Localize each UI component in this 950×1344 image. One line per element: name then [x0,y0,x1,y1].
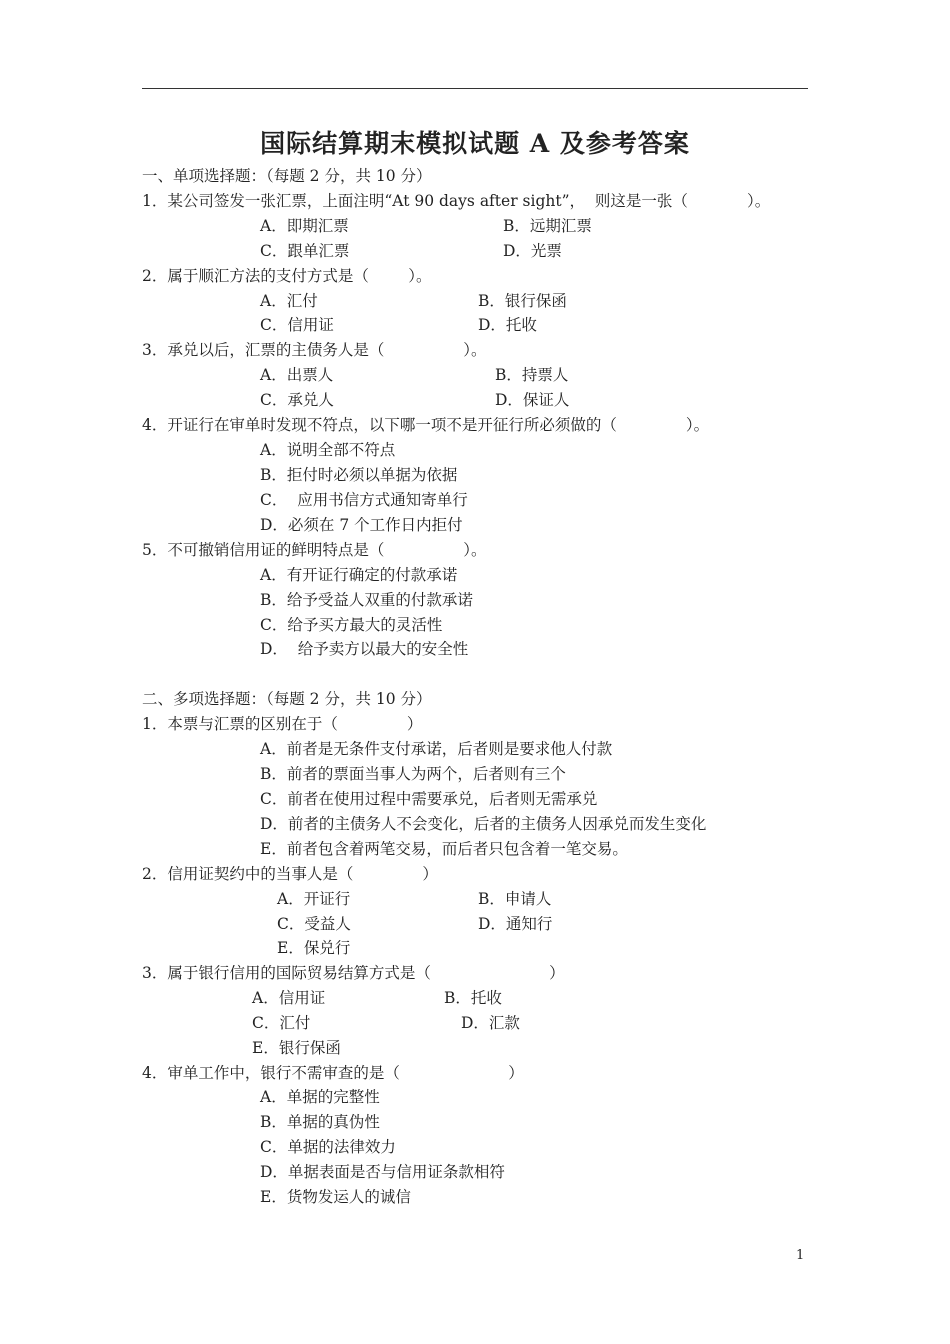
s1-q1-stem: 1．某公司签发一张汇票，上面注明“At 90 days after sight”， 则这是一张（ ）。 [142,192,771,210]
s2-q3-option-d: D．汇款 [461,1014,520,1032]
s1-q1-option-b: B．远期汇票 [503,217,592,235]
s1-q3-option-c: C．承兑人 [260,391,334,409]
section-1-header: 一、单项选择题：（每题 2 分，共 10 分） [142,167,432,185]
s1-q5-option-b: B．给予受益人双重的付款承诺 [260,591,473,609]
s1-q2-stem: 2．属于顺汇方法的支付方式是（ ）。 [142,267,432,285]
s2-q2-option-d: D．通知行 [478,915,553,933]
s2-q2-option-c: C．受益人 [277,915,351,933]
s2-q3-option-e: E．银行保函 [252,1039,341,1057]
s2-q3-option-a: A．信用证 [252,989,326,1007]
s2-q3-option-c: C．汇付 [252,1014,311,1032]
s1-q3-stem: 3．承兑以后，汇票的主债务人是（ ）。 [142,341,487,359]
s1-q4-option-c: C． 应用书信方式通知寄单行 [260,491,468,509]
s1-q1-option-a: A．即期汇票 [260,217,349,235]
s1-q4-option-d: D．必须在 7 个工作日内拒付 [260,516,463,534]
s2-q1-option-c: C．前者在使用过程中需要承兑，后者则无需承兑 [260,790,598,808]
s1-q3-option-b: B．持票人 [495,366,569,384]
s1-q2-option-c: C．信用证 [260,316,334,334]
s1-q2-option-b: B．银行保函 [478,292,567,310]
s1-q2-option-a: A．汇付 [260,292,318,310]
s1-q3-option-a: A．出票人 [260,366,334,384]
s2-q4-option-b: B．单据的真伪性 [260,1113,380,1131]
s2-q1-option-e: E．前者包含着两笔交易，而后者只包含着一笔交易。 [260,840,628,858]
page-number: 1 [796,1248,805,1263]
s1-q5-option-c: C．给予买方最大的灵活性 [260,616,443,634]
s2-q3-option-b: B．托收 [444,989,502,1007]
s1-q3-option-d: D．保证人 [495,391,570,409]
s2-q4-option-c: C．单据的法律效力 [260,1138,396,1156]
s1-q1-option-c: C．跟单汇票 [260,242,350,260]
s2-q1-option-d: D．前者的主债务人不会变化，后者的主债务人因承兑而发生变化 [260,815,707,833]
s2-q4-stem: 4．审单工作中，银行不需审查的是（ ） [142,1064,524,1082]
s2-q2-option-e: E．保兑行 [277,939,351,957]
s1-q1-option-d: D．光票 [503,242,562,260]
document-title: 国际结算期末模拟试题 A 及参考答案 [260,129,690,158]
s1-q4-option-b: B．拒付时必须以单据为依据 [260,466,458,484]
s2-q1-stem: 1．本票与汇票的区别在于（ ） [142,715,423,733]
s1-q5-stem: 5．不可撤销信用证的鲜明特点是（ ）。 [142,541,487,559]
s2-q4-option-a: A．单据的完整性 [260,1088,380,1106]
header-rule [142,88,808,89]
s2-q3-stem: 3．属于银行信用的国际贸易结算方式是（ ） [142,964,565,982]
s2-q4-option-d: D．单据表面是否与信用证条款相符 [260,1163,505,1181]
s1-q4-stem: 4．开证行在审单时发现不符点，以下哪一项不是开征行所必须做的（ ）。 [142,416,710,434]
s1-q5-option-a: A．有开证行确定的付款承诺 [260,566,458,584]
s2-q2-stem: 2．信用证契约中的当事人是（ ） [142,865,438,883]
s1-q4-option-a: A．说明全部不符点 [260,441,396,459]
s1-q5-option-d: D． 给予卖方以最大的安全性 [260,640,469,658]
s2-q4-option-e: E．货物发运人的诚信 [260,1188,411,1206]
s2-q2-option-a: A．开证行 [277,890,351,908]
s2-q1-option-b: B．前者的票面当事人为两个，后者则有三个 [260,765,566,783]
s2-q1-option-a: A．前者是无条件支付承诺，后者则是要求他人付款 [260,740,613,758]
s1-q2-option-d: D．托收 [478,316,537,334]
section-2-header: 二、多项选择题：（每题 2 分，共 10 分） [142,690,432,708]
s2-q2-option-b: B．申请人 [478,890,552,908]
